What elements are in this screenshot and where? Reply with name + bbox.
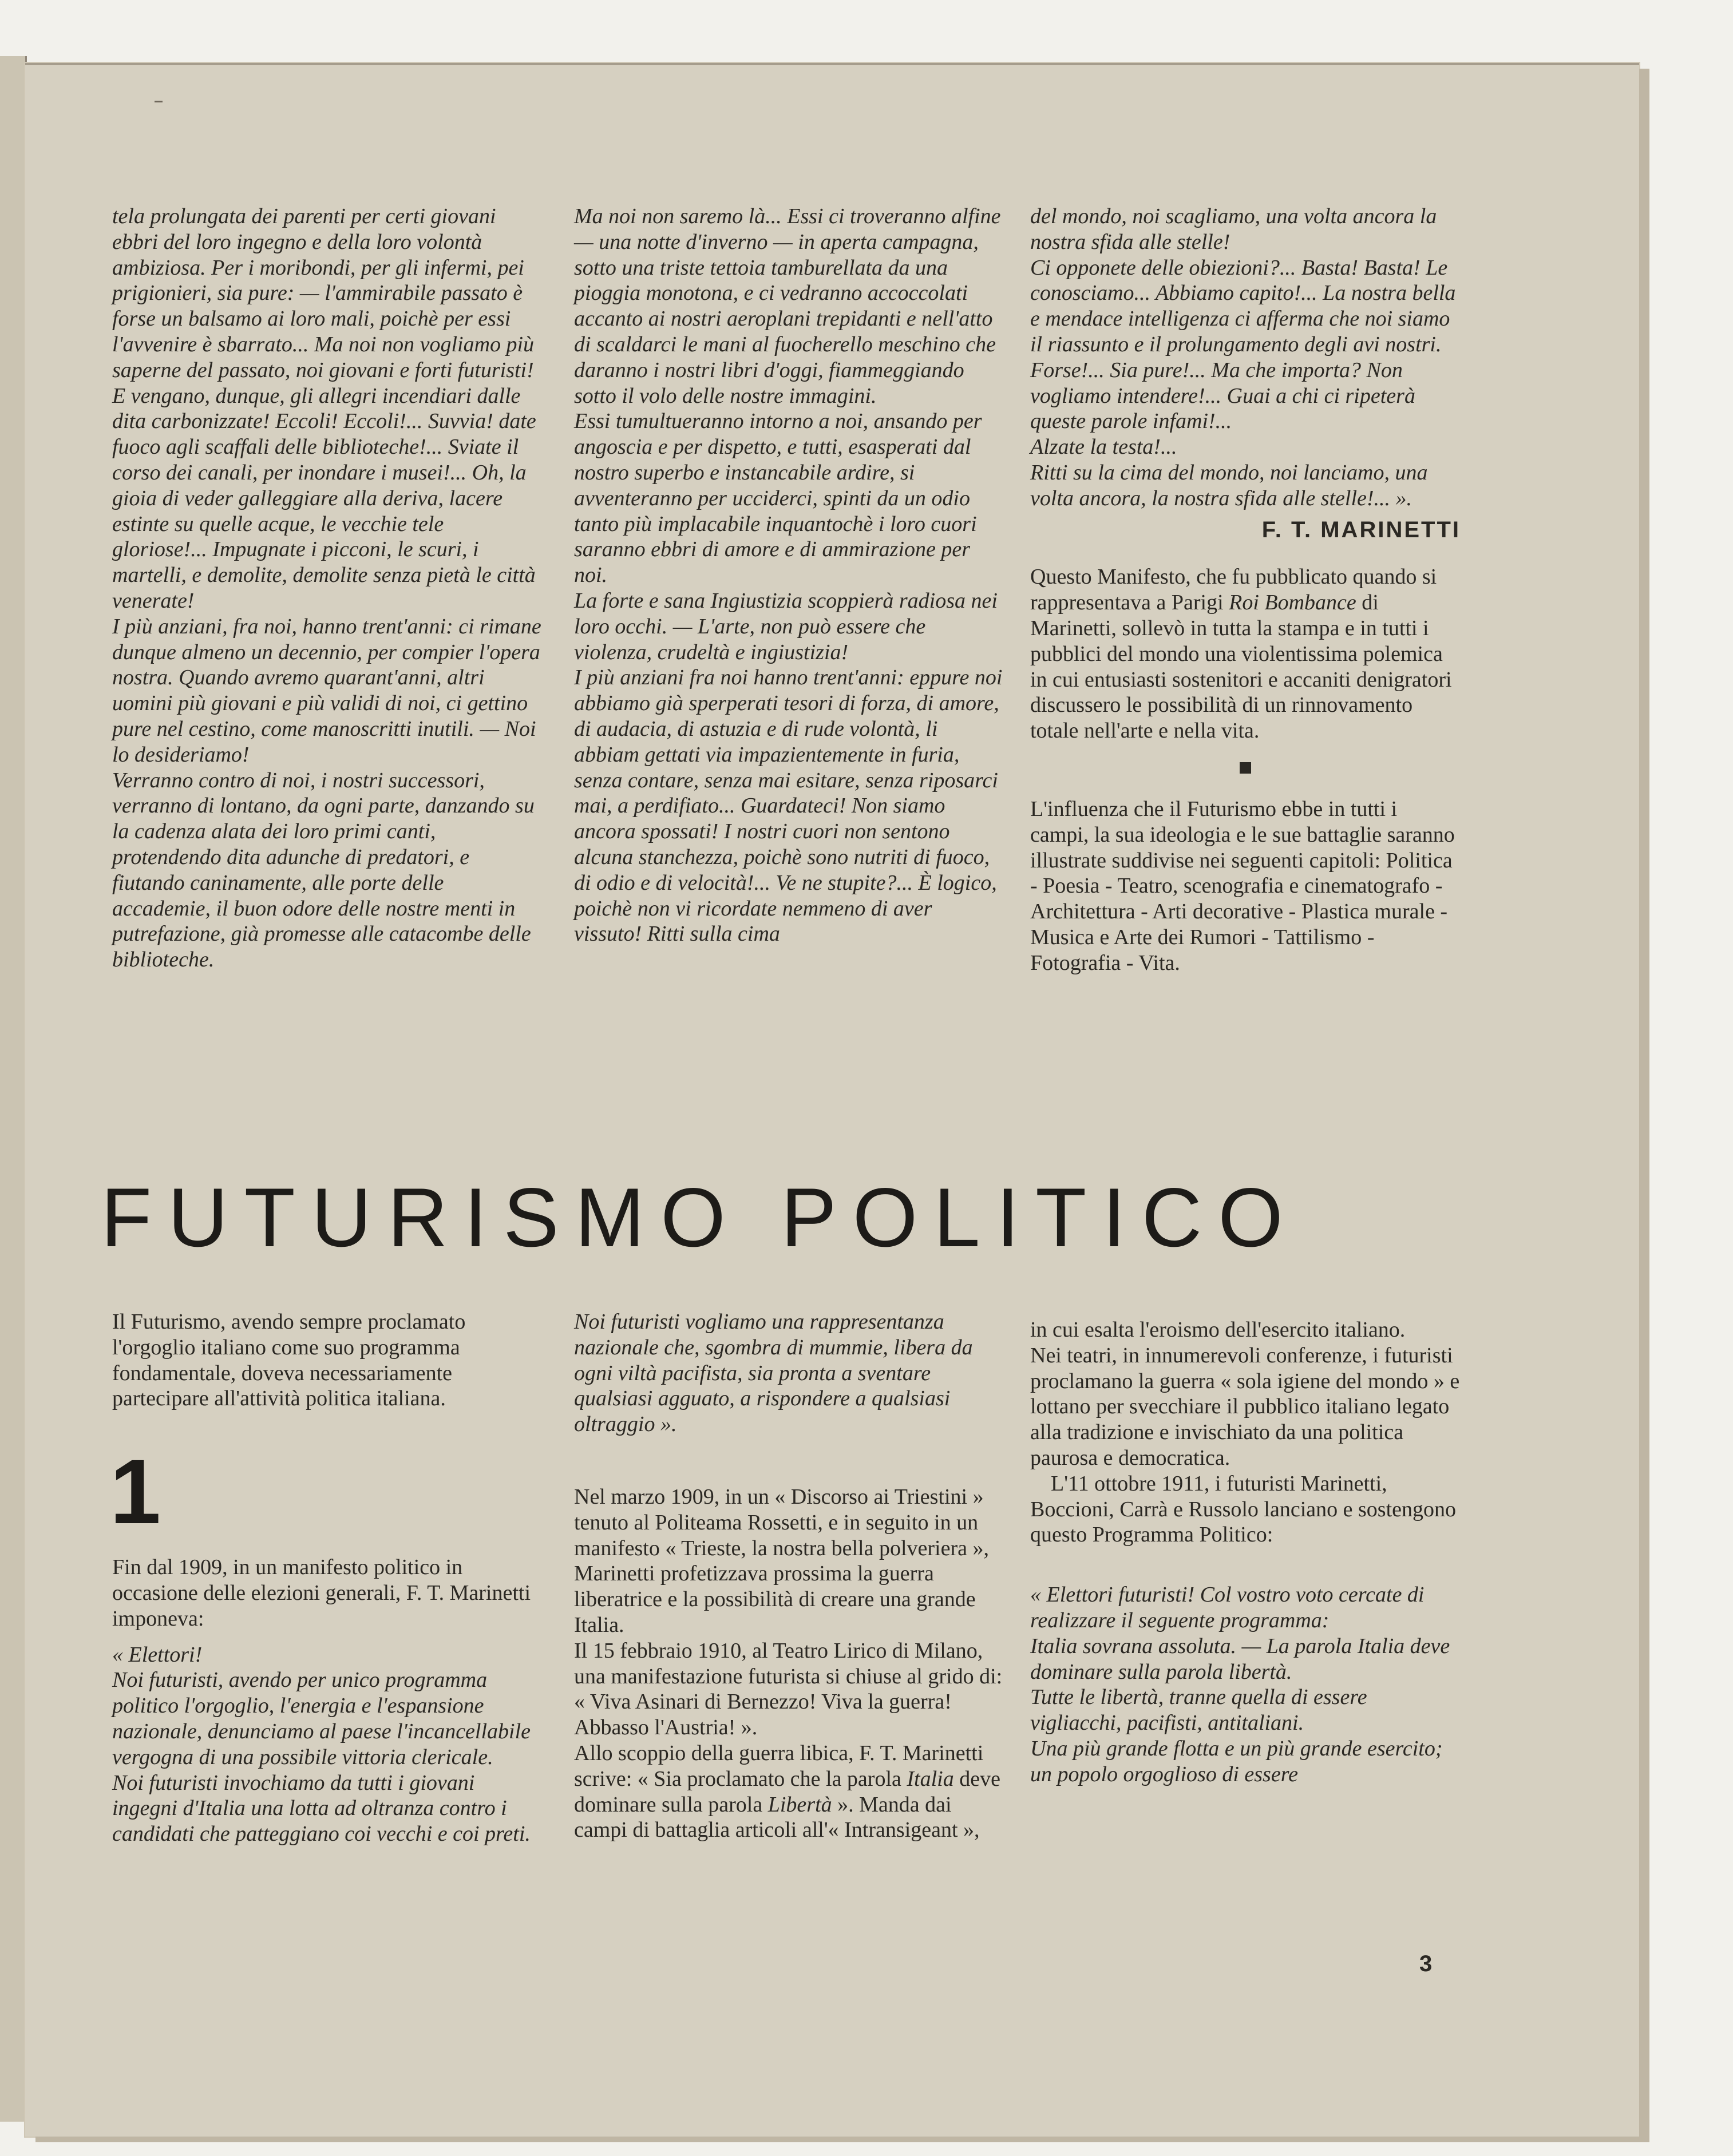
editorial-note-2: L'influenza che il Futurismo ebbe in tutti i campi, la sua ideologia e le sue battaglie saranno illustrate suddivise nei seguenti capitoli: Politica - Poesia - Teatro, scenografia e cinematografo - Architettura - Arti decorative - Plastica murale - Musica e Arte dei Rumori - Tattilismo - Fotografia - Vita. <box>1030 796 1455 975</box>
quote-line: « Elettori! <box>112 1642 203 1667</box>
paragraph: Essi tumultueranno intorno a noi, ansando per angoscia e per dispetto, e tutti, esasperati dal nostro superbo e instancabile ardire, si avventeranno per ucciderci, spinti da un odio tanto più implacabile inquantochè i loro cuori saranno ebbri di amore e di ammirazione per noi. <box>574 409 982 588</box>
paragraph: Allo scoppio della guerra libica, F. T. Marinetti scrive: « Sia proclamato che la parola Italia deve dominare sulla parola Libertà ». Manda dai campi di battaglia articoli all'« Intransigeant », <box>574 1741 1000 1842</box>
section-heading: FUTURISMO POLITICO <box>101 1171 1299 1264</box>
binding-gutter <box>0 56 27 2122</box>
manifesto-column-1 <box>112 204 543 973</box>
play-title: Roi Bombance <box>1229 590 1356 615</box>
paragraph: del mondo, noi scagliamo, una volta ancora la nostra sfida alle stelle! <box>1030 204 1437 254</box>
page-number: 3 <box>1419 1951 1433 1976</box>
paragraph: Ma noi non saremo là... Essi ci troveranno alfine — una notte d'inverno — in aperta campagna, sotto una triste tettoia tamburellata da una pioggia monotona, e ci vedranno accoccolati accanto ai nostri aeroplani trepidanti e nell'atto di scaldarci le mani al fuocherello meschino che daranno i nostri libri d'oggi, fiammeggiando sotto il volo delle nostre immagini. <box>574 204 1001 408</box>
paragraph: Fin dal 1909, in un manifesto politico in occasione delle elezioni generali, F. T. Marinetti imponeva: <box>112 1555 531 1631</box>
politics-column-2 <box>574 1309 1003 1843</box>
paragraph: L'11 ottobre 1911, i futuristi Marinetti, Boccioni, Carrà e Russolo lanciano e sostengono questo Programma Politico: <box>1030 1471 1457 1547</box>
quote-line: Una più grande flotta e un più grande esercito; un popolo orgoglioso di essere <box>1030 1736 1443 1786</box>
chapter-numeral: 1 <box>110 1440 161 1543</box>
paragraph: in cui esalta l'eroismo dell'esercito italiano. <box>1030 1318 1406 1342</box>
paragraph: Verranno contro di noi, i nostri successori, verranno di lontano, da ogni parte, danzando su la cadenza alata dei loro primi canti, protendendo dita adunche di predatori, e fiutando caninamente, alle porte delle accademie, il buon odore delle nostre menti in putrefazione, già promesse alle catacombe delle biblioteche. <box>112 768 535 972</box>
manifesto-column-2 <box>574 204 1003 947</box>
quote-paragraph: Noi futuristi vogliamo una rappresentanza nazionale che, sgombra di mummie, libera da ogni viltà pacifista, sia pronta a sventare qualsiasi agguato, a rispondere a qualsiasi oltraggio ». <box>574 1310 973 1437</box>
paragraph: Il 15 febbraio 1910, al Teatro Lirico di Milano, una manifestazione futurista si chiuse al grido di: « Viva Asinari di Bernezzo! Viva la guerra! Abbasso l'Austria! ». <box>574 1638 1003 1740</box>
editorial-note: Questo Manifesto, che fu pubblicato quando si rappresentava a Parigi Roi Bombance di Marinetti, sollevò in tutta la stampa e in tutti i pubblici del mondo una violentissima polemica in cui entusiasti sostenitori e accaniti denigratori discussero le possibilità di un rinnovamento totale nell'arte e nella vita. <box>1030 565 1452 743</box>
manifesto-column-3 <box>1030 204 1461 976</box>
author-signature: F. T. MARINETTI <box>1261 517 1461 542</box>
politics-column-1 <box>112 1309 543 1847</box>
paragraph: E vengano, dunque, gli allegri incendiari dalle dita carbonizzate! Eccoli! Eccoli!... Suvvia! date fuoco agli scaffali delle biblioteche!... Sviate il corso dei canali, per inondare i musei!... Oh, la gioia di veder galleggiare alla deriva, lacere estinte su quelle acque, le vecchie tele gloriose!... Impugnate i picconi, le scuri, i martelli, e demolite, demolite senza pietà le città venerate! <box>112 383 536 613</box>
politics-column-3 <box>1030 1317 1461 1788</box>
paragraph: I più anziani fra noi hanno trent'anni: eppure noi abbiamo già sperperati tesori di forza, di amore, di audacia, di astuzia e di rude volontà, li abbiam gettati via impazientemente in furia, senza contare, senza mai esitare, senza riposarci mai, a perdifiato... Guardateci! Non siamo ancora spossati! I nostri cuori non sentono alcuna stanchezza, poichè sono nutriti di fuoco, di odio e di velocità!... Ve ne stupite?... È logico, poichè non vi ricordate nemmeno di aver vissuto! Ritti sulla cima <box>574 665 1003 946</box>
quote-line: Italia sovrana assoluta. — La parola Italia deve dominare sulla parola libertà. <box>1030 1634 1450 1684</box>
quote-line: Noi futuristi invochiamo da tutti i giovani ingegni d'Italia una lotta ad oltranza contro i candidati che patteggiano coi vecchi e coi preti. <box>112 1770 531 1846</box>
paragraph: Ci opponete delle obiezioni?... Basta! Basta! Le conosciamo... Abbiamo capito!... La nostra bella e mendace intelligenza ci afferma che noi siamo il riassunto e il prolungamento degli avi nostri. Forse!... Sia pure!... Ma che importa? Non vogliamo intendere!... Guai a chi ci ripeterà queste parole infami!... <box>1030 255 1456 434</box>
paragraph: Nel marzo 1909, in un « Discorso ai Triestini » tenuto al Politeama Rossetti, e in seguito in un manifesto « Trieste, la nostra bella polveriera », Marinetti profetizzava prossima la guerra liberatrice e la possibilità di creare una grande Italia. <box>574 1484 989 1637</box>
intro-paragraph: Il Futurismo, avendo sempre proclamato l'orgoglio italiano come suo programma fondamentale, doveva necessariamente partecipare all'attività politica italiana. <box>112 1310 466 1411</box>
quote-line: « Elettori futuristi! Col vostro voto cercate di realizzare il seguente programma: <box>1030 1583 1425 1632</box>
paragraph: Alzate la testa!... <box>1030 435 1177 459</box>
paragraph: La forte e sana Ingiustizia scoppierà radiosa nei loro occhi. — L'arte, non può essere che violenza, crudeltà e ingiustizia! <box>574 588 998 664</box>
print-mark <box>155 101 163 102</box>
section-divider-square <box>1240 762 1251 774</box>
paragraph: Ritti su la cima del mondo, noi lanciamo, una volta ancora, la nostra sfida alle stelle!... ». <box>1030 460 1428 510</box>
paragraph: Nei teatri, in innumerevoli conferenze, i futuristi proclamano la guerra « sola igiene del mondo » e lottano per svecchiare il pubblico italiano legato alla tradizione e invischiato da una politica paurosa e democratica. <box>1030 1343 1460 1470</box>
paragraph: tela prolungata dei parenti per certi giovani ebbri del loro ingegno e della loro volontà ambiziosa. Per i moribondi, per gli infermi, pei prigionieri, sia pure: — l'ammirabile passato è forse un balsamo ai loro mali, poichè per essi l'avvenire è sbarrato... Ma noi non vogliamo più saperne del passato, noi giovani e forti futuristi! <box>112 204 535 382</box>
quote-line: Noi futuristi, avendo per unico programma politico l'orgoglio, l'energia e l'espansione nazionale, denunciamo al paese l'incancellabile vergogna di una possibile vittoria clericale. <box>112 1668 531 1769</box>
quote-line: Tutte le libertà, tranne quella di essere vigliacchi, pacifisti, antitaliani. <box>1030 1685 1367 1735</box>
paragraph: I più anziani, fra noi, hanno trent'anni: ci rimane dunque almeno un decennio, per compier l'opera nostra. Quando avremo quarant'anni, altri uomini più giovani e più validi di noi, ci gettino pure nel cestino, come manoscritti inutili. — Noi lo desideriamo! <box>112 614 541 767</box>
